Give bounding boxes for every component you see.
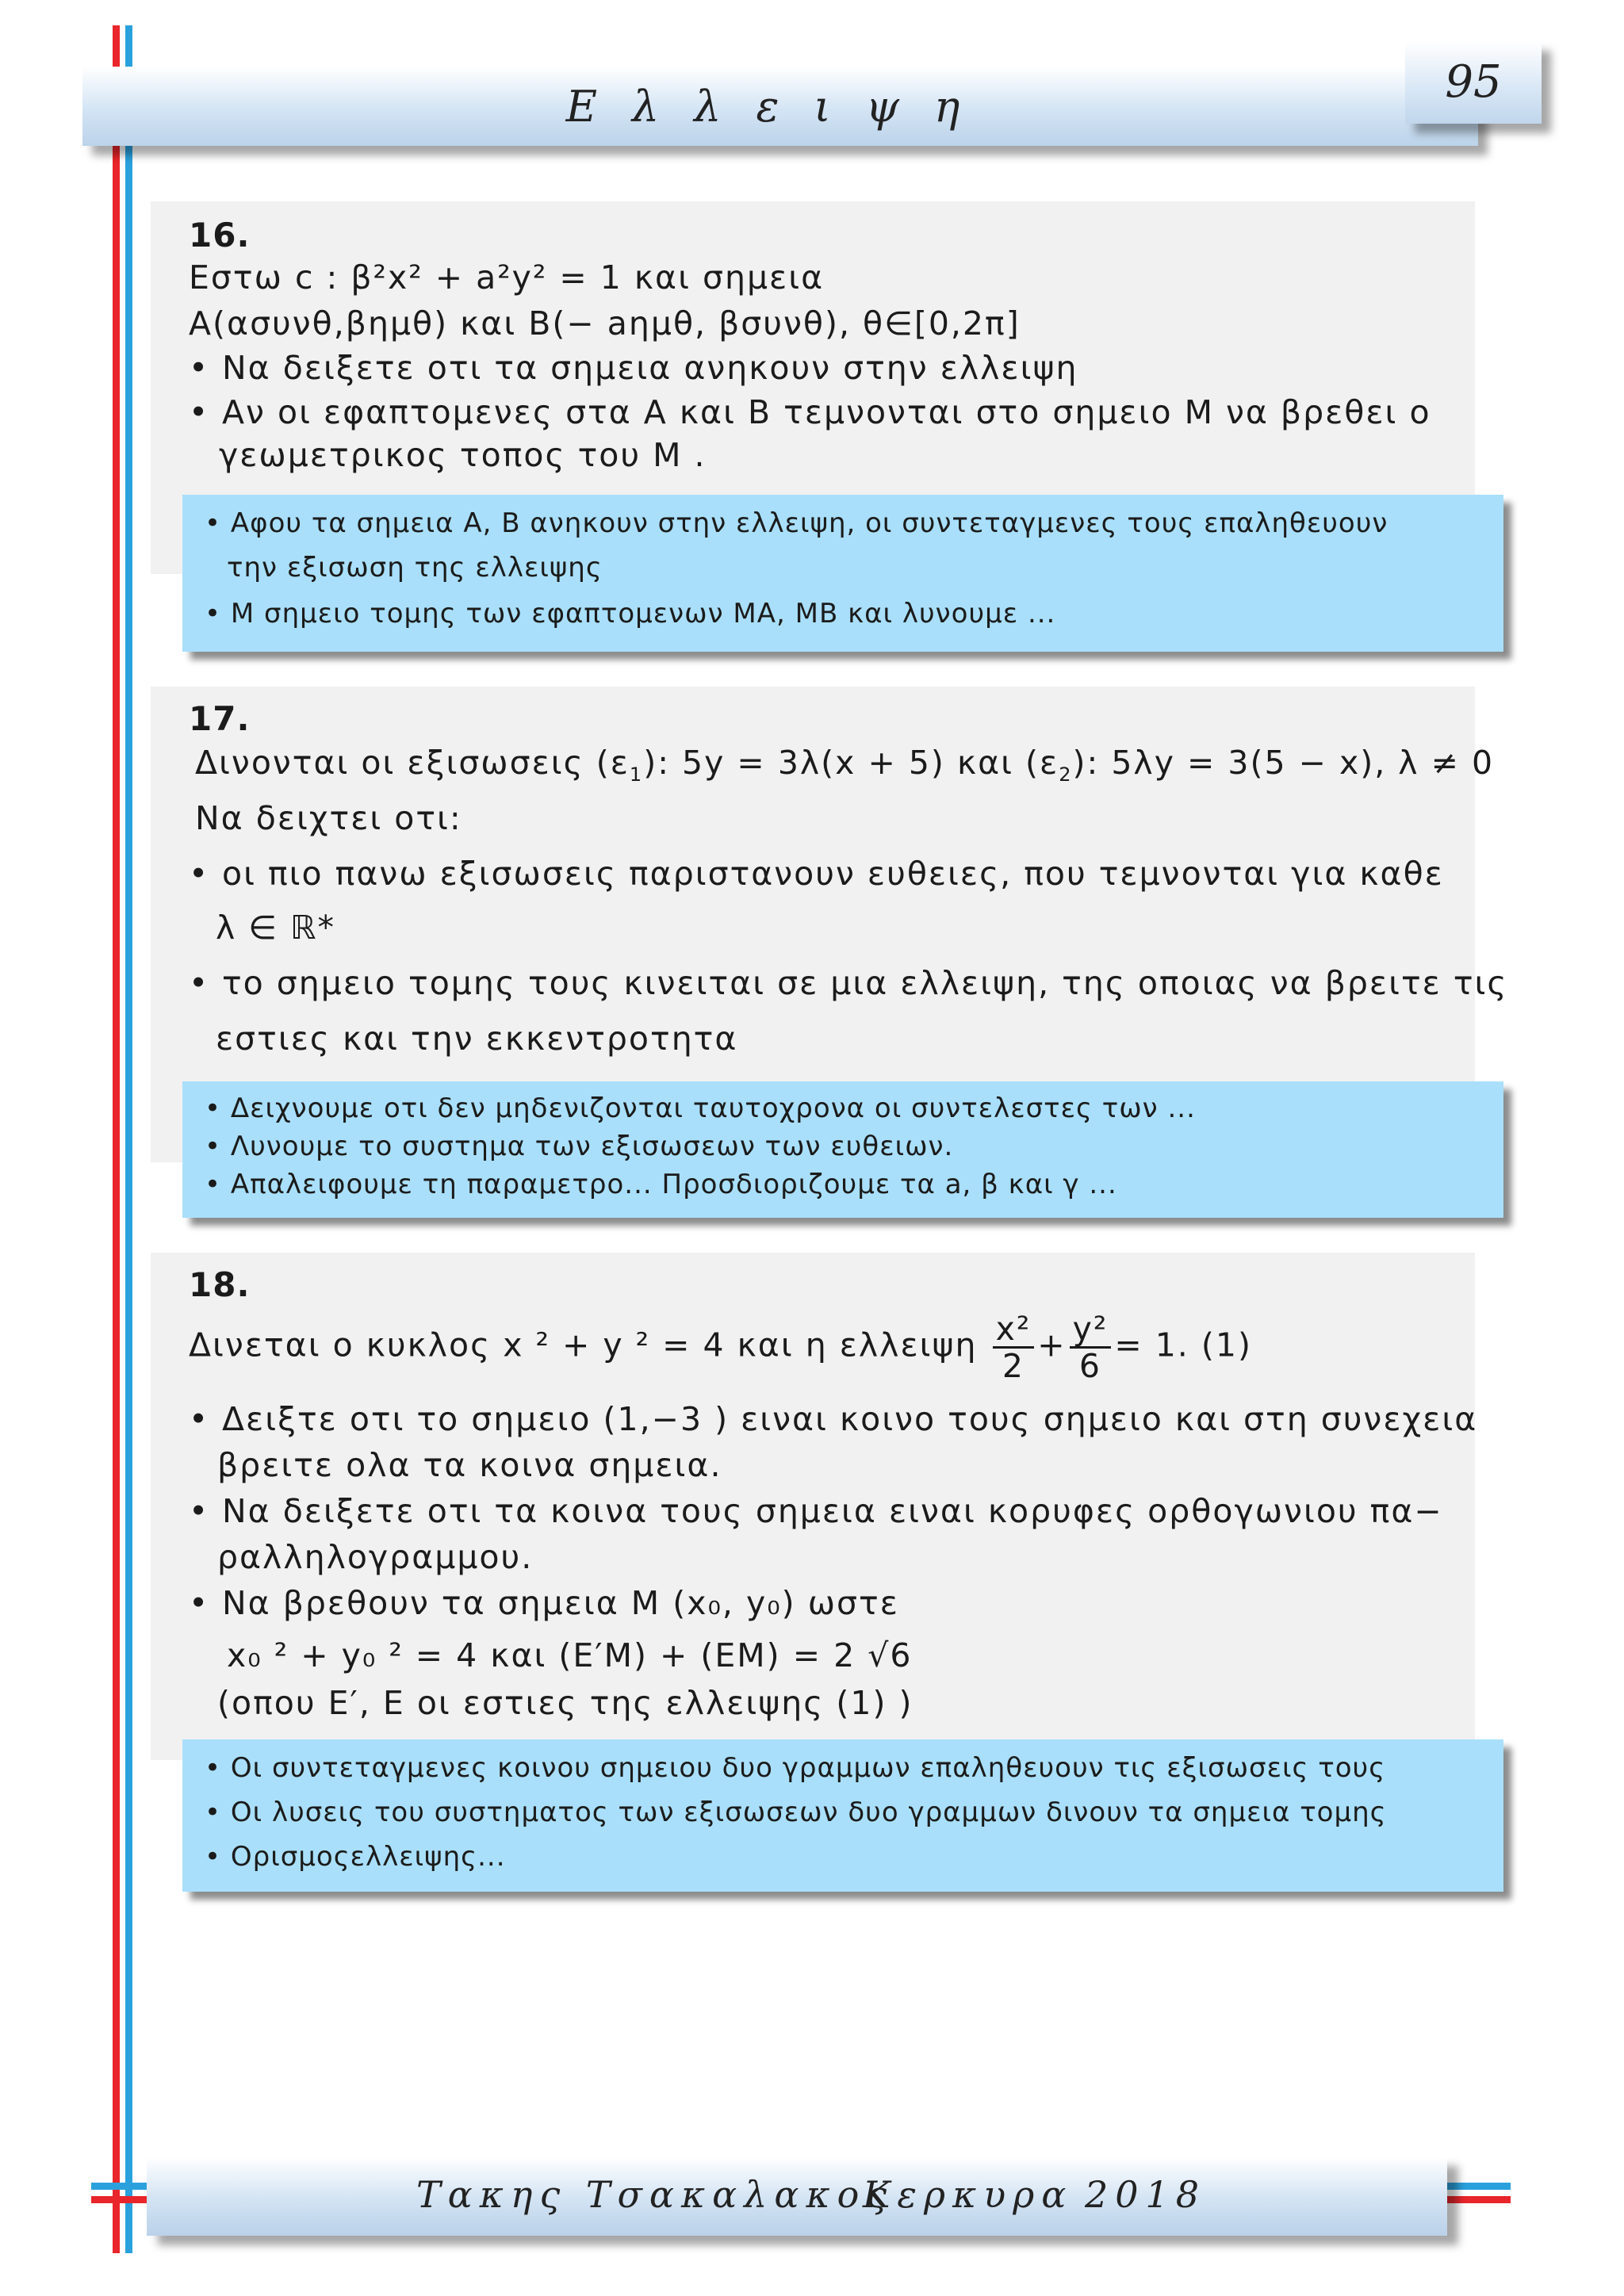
bottom-left-red-rule	[91, 2196, 147, 2203]
hint-item: • Οι λυσεις του συστηματος των εξισωσεων δυο γραμμων δινουν τα σημεια τομης	[205, 1797, 1387, 1828]
page-title: Ελλειψη	[565, 82, 995, 132]
hint-item: • Λυνουμε το συστημα των εξισωσεων των ευθειων.	[205, 1131, 954, 1162]
hint-continuation: την εξισωση της ελλειψης	[227, 552, 603, 584]
page-number: 95	[1405, 41, 1542, 124]
fraction-y2-over-6: $\frac{\text{y²}}{6}$	[1070, 1311, 1112, 1383]
bullet-continuation: γεωμετρικος τοπος του M .	[219, 436, 707, 474]
bullet-continuation: (οπου E′, E οι εστιες της ελλειψης (1) )	[217, 1684, 914, 1722]
hint-box-18	[182, 1739, 1503, 1892]
bullet-continuation: ραλληλογραμμου.	[217, 1538, 534, 1576]
bottom-right-red-rule	[1447, 2196, 1511, 2203]
bullet-item: • Δειξτε οτι το σημειο (1,−3 ) ειναι κοινο τους σημειο και στη συνεχεια	[189, 1400, 1478, 1438]
bullet-item: • Να δειξετε οτι τα κοινα τους σημεια ειναι κορυφες ορθογωνιου πα−	[189, 1492, 1443, 1530]
bottom-left-blue-rule	[91, 2183, 147, 2190]
bottom-right-blue-rule	[1447, 2183, 1511, 2190]
hint-item: • Απαλειφουμε τη παραμετρο... Προσδιοριζουμε τα a, β και γ ...	[205, 1169, 1117, 1200]
bullet-item: • Να δειξετε οτι τα σημεια ανηκουν στην ελλειψη	[189, 349, 1078, 387]
hint-box-17	[182, 1081, 1503, 1218]
problem-statement: Δινεται ο κυκλος x ² + y ² = 4 και η ελλειψη $\frac{\text{x²}}{2}$ + $\frac{\text{y²}}{6}$ = 1. (1)	[189, 1310, 1252, 1385]
bullet-item: • Αν οι εφαπτομενες στα A και B τεμνονται στο σημειο M να βρεθει ο	[189, 393, 1431, 431]
problem-number: 18.	[189, 1265, 251, 1304]
problem-number: 17.	[189, 699, 251, 738]
problem-statement: A(ασυνθ,βημθ) και B(− aημθ, βσυνθ), θ∈[0,2π]	[189, 304, 1021, 342]
bullet-continuation: x₀ ² + y₀ ² = 4 και (E′M) + (EM) = 2 √6	[227, 1636, 913, 1674]
left-blue-rail	[125, 25, 132, 2253]
left-red-rail	[113, 25, 120, 2253]
hint-item: • Οι συντεταγμενες κοινου σημειου δυο γραμμων επαληθευουν τις εξισωσεις τους	[205, 1752, 1386, 1784]
hint-item: • M σημειο τομης των εφαπτομενων MA, MB και λυνουμε ...	[205, 598, 1056, 629]
footer-author: Τακης Τσακαλακος	[416, 2173, 894, 2216]
problem-number: 16.	[189, 216, 251, 254]
footer-place: Κερκυρα	[863, 2173, 1074, 2216]
bullet-item: • οι πιο πανω εξισωσεις παριστανουν ευθειες, που τεμνονται για καθε	[189, 855, 1444, 893]
hint-item: • Ορισμοςελλειψης...	[205, 1841, 506, 1873]
hint-item: • Δειχνουμε οτι δεν μηδενιζονται ταυτοχρονα οι συντελεστες των ...	[205, 1093, 1196, 1124]
hint-item: • Αφου τα σημεια A, B ανηκουν στην ελλειψη, οι συντεταγμενες τους επαληθευουν	[205, 507, 1388, 539]
problem-statement: Να δειχτει οτι:	[195, 799, 462, 837]
bullet-continuation: βρειτε ολα τα κοινα σημεια.	[217, 1446, 722, 1484]
fraction-x2-over-2: $\frac{\text{x²}}{2}$	[993, 1311, 1035, 1383]
problem-statement: Δινονται οι εξισωσεις $(\varepsilon_1)$: 5y = 3λ(x + 5) και $(\varepsilon_2)$: 5λy = 3(5 − x), λ ≠ 0	[195, 744, 1495, 786]
hint-box-16	[182, 495, 1503, 652]
problem-18	[151, 1253, 1478, 1760]
problem-statement: Εστω c : β²x² + a²y² = 1 και σημεια	[189, 258, 825, 297]
footer-year: 2018	[1085, 2173, 1207, 2216]
bullet-item: • Να βρεθουν τα σημεια M (x₀, y₀) ωστε	[189, 1584, 899, 1622]
bullet-item: • το σημειο τομης τους κινειται σε μια ελλειψη, της οποιας να βρειτε τις	[189, 964, 1508, 1002]
bullet-continuation: λ ∈ ℝ*	[216, 909, 336, 947]
bullet-continuation: εστιες και την εκκεντροτητα	[216, 1020, 738, 1058]
